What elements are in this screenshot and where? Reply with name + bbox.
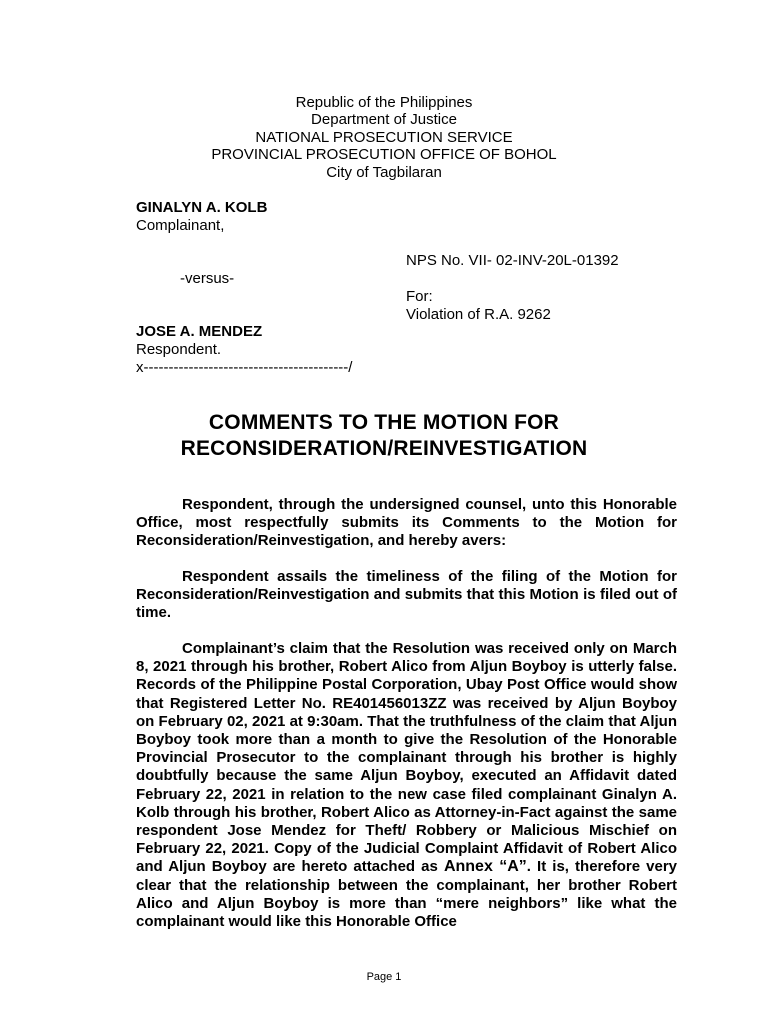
caption-separator: x-----------------------------------------/ [136,359,353,376]
for-label: For: [406,288,433,305]
paragraph-3-text-a: Complainant’s claim that the Resolution was received only on March 8, 2021 through his brother, Robert Alico from Aljun Boyboy is utterly false. Records of the Philippine Postal Corporation, Ubay Post Office would show that Registered Letter No. RE401456013ZZ was received by Aljun Boyboy on February 02, 2021 at 9:30am. That the truthfulness of the claim that Aljun Boyboy took more than a month to give the Resolution of the Honorable Provincial Prosecutor to the complainant through his brother is highly doubtfully because the same Aljun Boyboy, executed an Affidavit dated February 22, 2021 in relation to the new case filed complainant Ginalyn A. Kolb through his brother, Robert Alico as Attorney-in-Fact against the same respondent Jose Mendez for Theft/ Robbery or Malicious Mischief on February 22, 2021. Copy of the Judicial Complaint Affidavit of Robert Alico and Aljun Boyboy are hereto attached as [136,640,677,876]
header-office: PROVINCIAL PROSECUTION OFFICE OF BOHOL [211,146,557,164]
paragraph-3-text-b: . It is, therefore very clear that the relationship between the complainant, her brother Robert Alico and Aljun Boyboy is more than “mere neighbors” like what the complainant would like this Honorable Office [136,858,678,931]
title-line-2: RECONSIDERATION/REINVESTIGATION [180,437,588,460]
document-header [0,94,768,181]
paragraph-3 [136,640,677,931]
paragraph-2-text: Respondent assails the timeliness of the filing of the Motion for Reconsideration/Reinvestigation and submits that this Motion is filed out of time. [136,568,677,622]
header-service: NATIONAL PROSECUTION SERVICE [255,128,513,146]
versus-label: -versus- [180,270,235,287]
nps-number: NPS No. VII- 02-INV-20L-01392 [406,252,619,269]
page-number: Page 1 [366,971,402,983]
document-title [0,410,768,462]
header-city: City of Tagbilaran [326,163,442,181]
header-department: Department of Justice [311,111,457,129]
paragraph-1-text: Respondent, through the undersigned counsel, unto this Honorable Office, most respectfully submits its Comments to the Motion for Reconsideration/Reinvestigation, and hereby avers: [136,496,677,550]
violation-label: Violation of R.A. 9262 [406,306,551,323]
respondent-name: JOSE A. MENDEZ [136,323,263,340]
complainant-label: Complainant, [136,217,225,234]
respondent-label: Respondent. [136,341,222,358]
annex-reference: Annex “A” [443,858,527,876]
title-line-1: COMMENTS TO THE MOTION FOR [208,411,560,434]
paragraph-1 [136,496,677,551]
header-republic: Republic of the Philippines [295,94,473,111]
paragraph-2 [136,568,677,623]
complainant-name: GINALYN A. KOLB [136,199,268,216]
